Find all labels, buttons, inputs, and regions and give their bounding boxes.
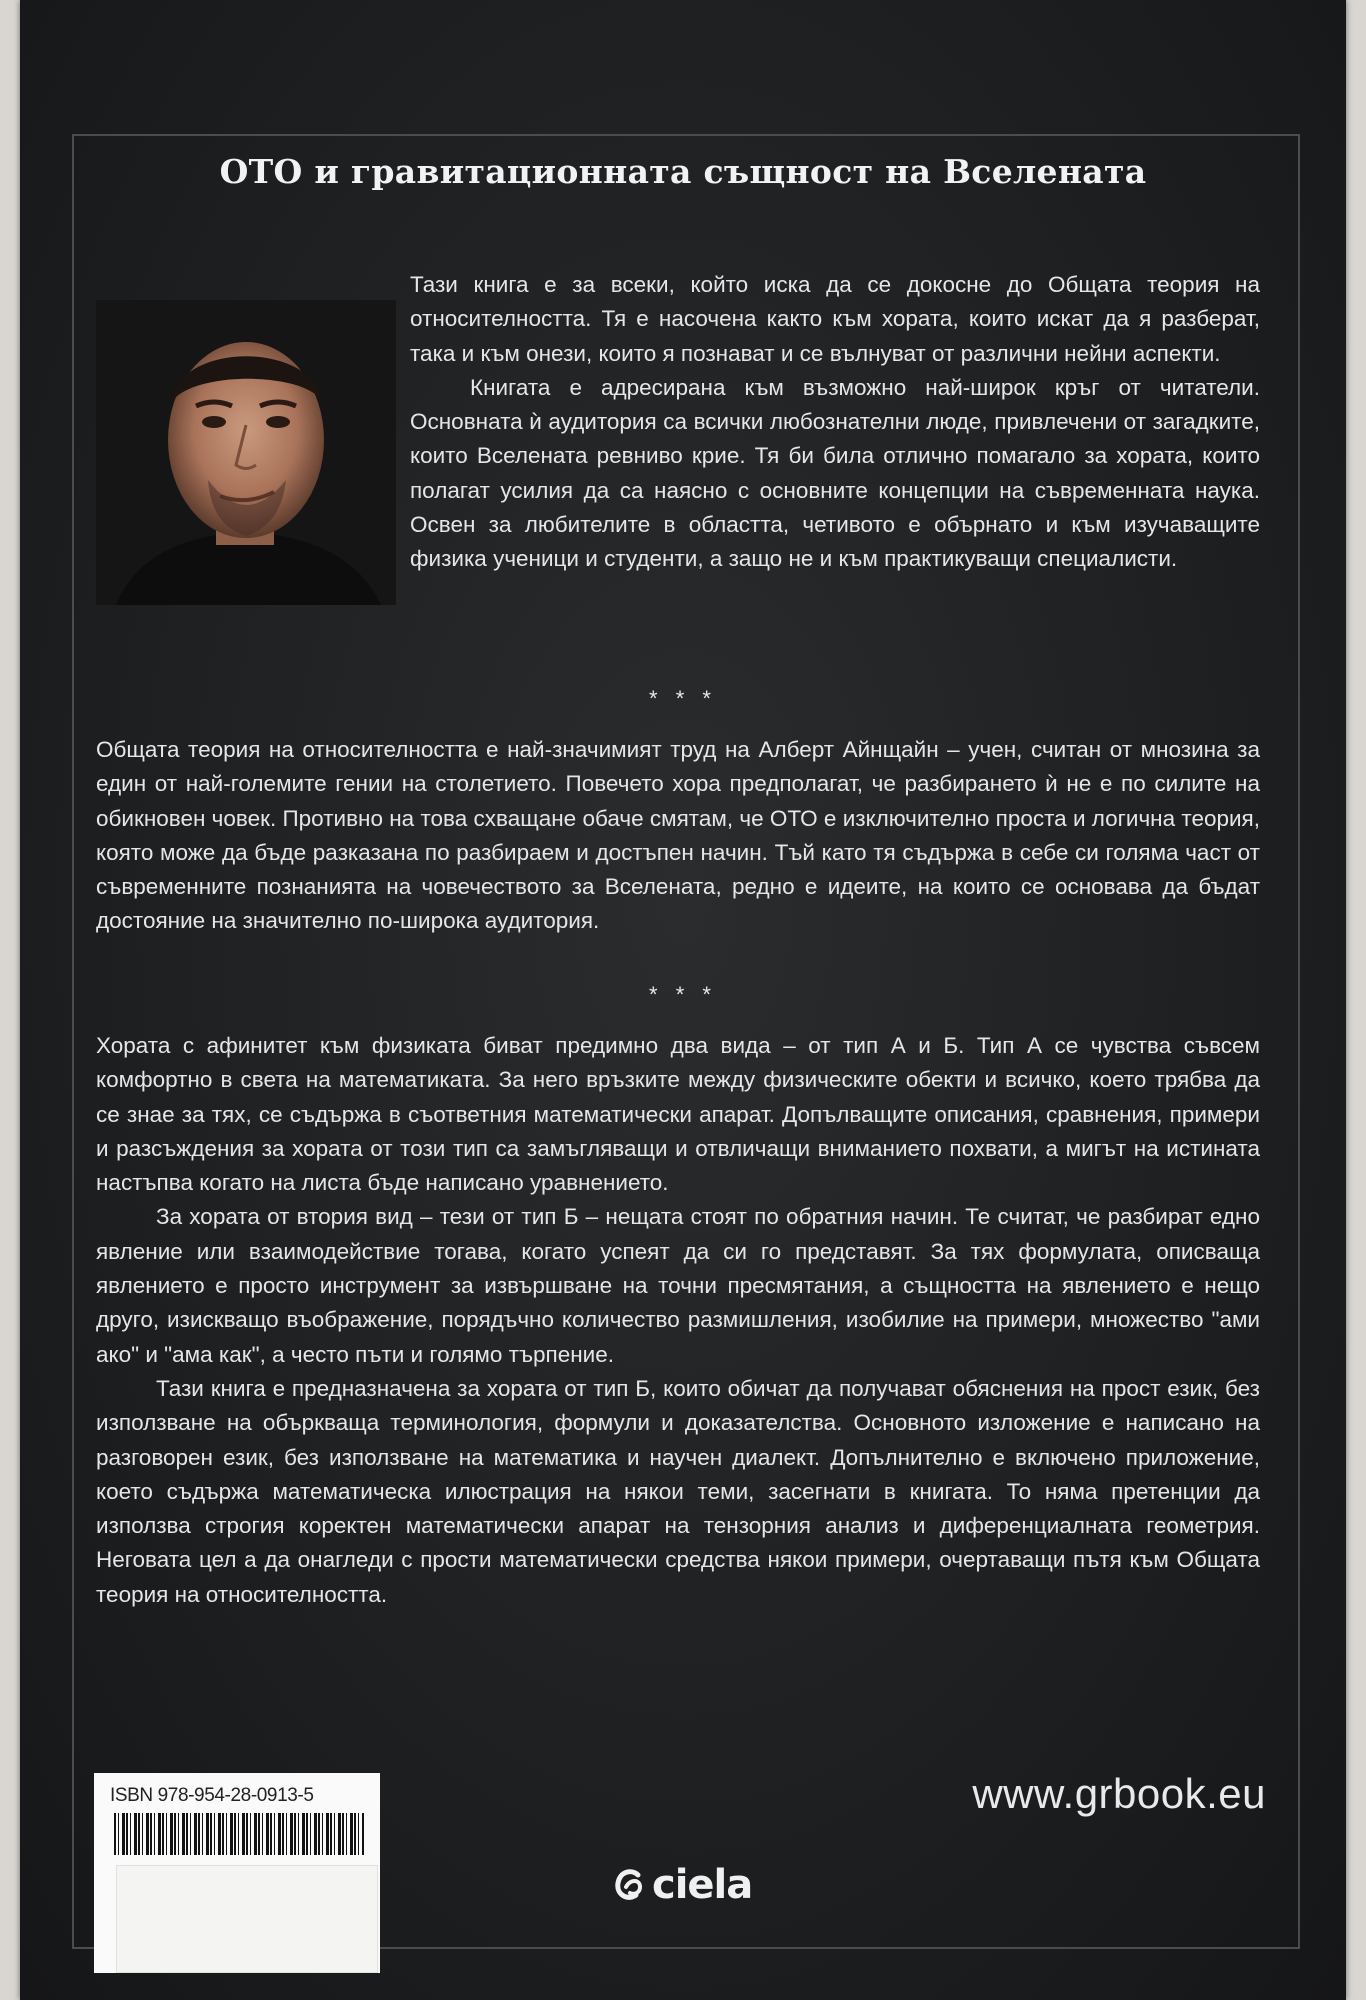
middle-paragraph: Общата теория на относителността е най-значимият труд на Алберт Айнщайн – учен, считан от мнозина за един от най-големите гении на столетието. Повечето хора предполагат, че разбирането ѝ не е по силите на обикновен човек. Противно на това схващане обаче смятам, че ОТО е изключително проста и логична теория, която може да бъде разказана по разбираем и достъпен начин. Тъй като тя съдържа в себе си голяма част от съвременните познанията на човечеството за Вселената, редно е идеите, на които се основава да бъдат достояние на значително по-широка аудитория.	[96, 737, 1260, 934]
bottom-text	[96, 1029, 1260, 1612]
barcode-icon	[114, 1813, 364, 1855]
book-title: ОТО и гравитационната същност на Вселената	[219, 152, 1147, 191]
author-photo	[96, 300, 396, 605]
isbn-number: ISBN 978-954-28-0913-5	[110, 1785, 314, 1806]
middle-text	[96, 733, 1260, 939]
bottom-paragraph-2: За хората от втория вид – тези от тип Б – нещата стоят по обратния начин. Те считат, че разбират едно явление или взаимодействие тогава, когато успеят да си го представят. За тях формулата, описваща явлението е просто инструмент за извършване на точни пресмятания, а същността на явлението е нещо друго, изискващо въображение, порядъчно количество размишления, изобилие на примери, множество "ами ако" и "ама как", а често пъти и голямо търпение.	[96, 1204, 1260, 1367]
publisher-name: ciela	[652, 1862, 753, 1908]
intro-text	[410, 268, 1260, 577]
price-sticker	[116, 1865, 378, 1973]
barcode-area	[94, 1773, 380, 1973]
book-back-cover	[20, 0, 1346, 2000]
bottom-paragraph-3: Тази книга е предназначена за хората от тип Б, които обичат да получават обяснения на прост език, без използване на объркваща терминология, формули и доказателства. Основното изложение е написано на разговорен език, без използване на математика и научен диалект. Допълнително е включено приложение, което съдържа математическа илюстрация на някои теми, засегнати в книгата. То няма претенции да използва строгия коректен математически апарат на тензорния анализ и диференциалната геометрия. Неговата цел а да онагледи с прости математически средства някои примери, очертаващи пътя към Общата теория на относителността.	[96, 1375, 1260, 1607]
bottom-paragraph-1: Хората с афинитет към физиката биват предимно два вида – от тип А и Б. Тип А се чувства съвсем комфортно в света на математиката. За него връзките между физическите обекти и всичко, което трябва да се знае за тях, се съдържа в съответния математически апарат. Допълващите описания, сравнения, примери и разсъждения за хората от този тип са замъгляващи и отвличащи вниманието похвати, а мигът на истината настъпва когато на листа бъде написано уравнението.	[96, 1033, 1260, 1196]
separator-1: * * *	[649, 686, 717, 711]
website-url: www.grbook.eu	[972, 1770, 1266, 1817]
intro-paragraph-1: Тази книга е за всеки, който иска да се докосне до Общата теория на относителността. Тя е насочена както към хората, които искат да я разберат, така и към онези, които я познават и се вълнуват от различни нейни аспекти.	[410, 272, 1260, 366]
publisher-logo	[612, 1862, 752, 1908]
separator-2: * * *	[649, 982, 717, 1007]
ciela-logo-icon	[612, 1865, 646, 1905]
intro-paragraph-2: Книгата е адресирана към възможно най-широк кръг от читатели. Основната ѝ аудитория са всички любознателни люде, привлечени от загадките, които Вселената ревниво крие. Тя би била отлично помагало за хората, които полагат усилия да са наясно с основните концепции на съвременната наука. Освен за любителите в областта, четивото е обърнато и към изучаващите физика ученици и студенти, а защо не и към практикуващи специалисти.	[410, 374, 1260, 572]
